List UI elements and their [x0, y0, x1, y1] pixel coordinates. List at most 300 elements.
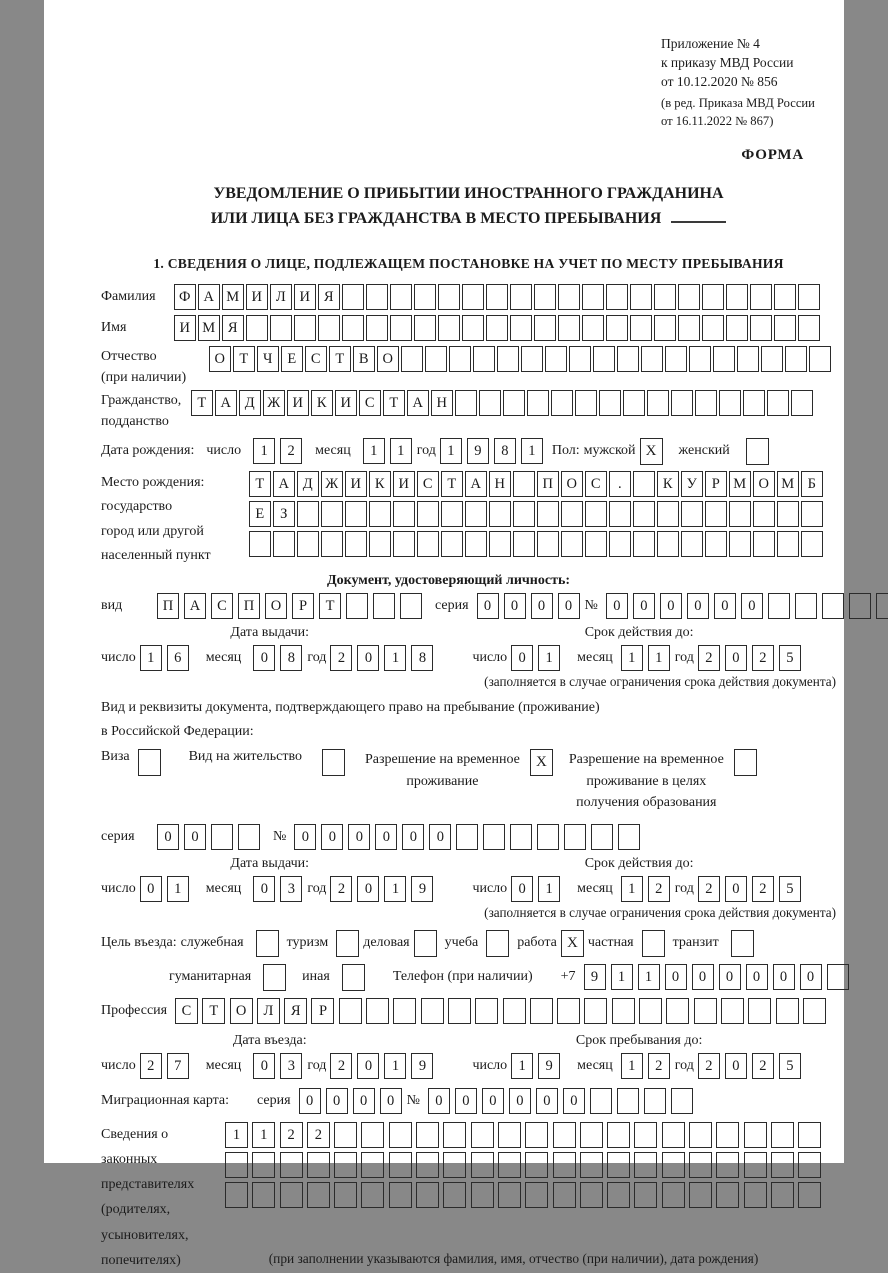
char-box[interactable]: Ч [257, 346, 279, 372]
char-box[interactable] [280, 1182, 303, 1208]
char-box[interactable] [369, 531, 391, 557]
char-box[interactable] [744, 1182, 767, 1208]
char-box[interactable]: П [537, 471, 559, 497]
char-box[interactable]: 0 [558, 593, 580, 619]
char-box[interactable] [361, 1152, 384, 1178]
char-box[interactable]: К [369, 471, 391, 497]
char-box[interactable] [475, 998, 498, 1024]
char-box[interactable]: 0 [531, 593, 553, 619]
char-box[interactable]: Т [383, 390, 405, 416]
char-box[interactable] [777, 531, 799, 557]
char-box[interactable] [590, 1088, 612, 1114]
char-box[interactable] [726, 315, 748, 341]
char-box[interactable]: 0 [477, 593, 499, 619]
char-box[interactable]: 1 [538, 876, 560, 902]
char-box[interactable] [558, 284, 580, 310]
char-box[interactable]: 9 [411, 1053, 433, 1079]
char-box[interactable] [557, 998, 580, 1024]
char-box[interactable] [607, 1152, 630, 1178]
char-box[interactable]: Н [489, 471, 511, 497]
char-box[interactable]: Т [202, 998, 225, 1024]
char-box[interactable] [297, 531, 319, 557]
char-box[interactable] [662, 1122, 685, 1148]
char-box[interactable]: 1 [621, 876, 643, 902]
char-box[interactable] [569, 346, 591, 372]
char-box[interactable] [489, 501, 511, 527]
char-box[interactable] [809, 346, 831, 372]
char-box[interactable]: 1 [621, 645, 643, 671]
char-box[interactable]: 0 [746, 964, 768, 990]
char-box[interactable] [417, 531, 439, 557]
char-box[interactable] [607, 1122, 630, 1148]
char-box[interactable]: 1 [167, 876, 189, 902]
char-box[interactable]: Т [191, 390, 213, 416]
char-box[interactable] [822, 593, 844, 619]
char-box[interactable]: 3 [280, 876, 302, 902]
purpose-study-checkbox[interactable] [486, 930, 509, 957]
char-box[interactable]: Я [318, 284, 340, 310]
char-box[interactable] [462, 284, 484, 310]
char-box[interactable] [551, 390, 573, 416]
char-box[interactable]: О [230, 998, 253, 1024]
char-box[interactable] [750, 284, 772, 310]
char-box[interactable]: Д [297, 471, 319, 497]
char-box[interactable]: Я [284, 998, 307, 1024]
char-box[interactable]: Т [329, 346, 351, 372]
char-box[interactable] [273, 531, 295, 557]
char-box[interactable] [721, 998, 744, 1024]
char-box[interactable] [473, 346, 495, 372]
char-box[interactable]: Я [222, 315, 244, 341]
char-box[interactable]: С [417, 471, 439, 497]
char-box[interactable] [617, 346, 639, 372]
char-box[interactable]: 1 [611, 964, 633, 990]
char-box[interactable] [671, 390, 693, 416]
char-box[interactable] [534, 284, 556, 310]
char-box[interactable] [307, 1152, 330, 1178]
char-box[interactable] [537, 824, 559, 850]
char-box[interactable] [776, 998, 799, 1024]
char-box[interactable] [346, 593, 368, 619]
char-box[interactable]: 0 [660, 593, 682, 619]
char-box[interactable] [666, 998, 689, 1024]
char-box[interactable] [582, 315, 604, 341]
char-box[interactable] [639, 998, 662, 1024]
char-box[interactable]: 0 [725, 645, 747, 671]
char-box[interactable] [525, 1122, 548, 1148]
char-box[interactable] [689, 346, 711, 372]
char-box[interactable] [513, 471, 535, 497]
char-box[interactable]: 9 [538, 1053, 560, 1079]
char-box[interactable] [753, 531, 775, 557]
char-box[interactable]: П [157, 593, 179, 619]
char-box[interactable]: 1 [140, 645, 162, 671]
char-box[interactable] [366, 284, 388, 310]
char-box[interactable]: А [465, 471, 487, 497]
char-box[interactable] [702, 315, 724, 341]
char-box[interactable] [795, 593, 817, 619]
char-box[interactable] [334, 1152, 357, 1178]
char-box[interactable] [689, 1182, 712, 1208]
char-box[interactable] [389, 1122, 412, 1148]
char-box[interactable] [575, 390, 597, 416]
char-box[interactable]: 0 [157, 824, 179, 850]
char-box[interactable]: 6 [167, 645, 189, 671]
char-box[interactable] [462, 315, 484, 341]
char-box[interactable] [612, 998, 635, 1024]
char-box[interactable]: 0 [428, 1088, 450, 1114]
char-box[interactable] [479, 390, 501, 416]
char-box[interactable] [280, 1152, 303, 1178]
char-box[interactable]: Т [249, 471, 271, 497]
char-box[interactable] [633, 531, 655, 557]
char-box[interactable] [448, 998, 471, 1024]
char-box[interactable] [321, 531, 343, 557]
char-box[interactable]: 0 [455, 1088, 477, 1114]
char-box[interactable]: В [353, 346, 375, 372]
char-box[interactable] [503, 998, 526, 1024]
temp-permit-checkbox[interactable]: X [530, 749, 553, 776]
char-box[interactable]: 0 [348, 824, 370, 850]
char-box[interactable] [771, 1152, 794, 1178]
char-box[interactable]: А [198, 284, 220, 310]
char-box[interactable] [798, 284, 820, 310]
char-box[interactable] [737, 346, 759, 372]
char-box[interactable]: 1 [363, 438, 385, 464]
char-box[interactable] [774, 315, 796, 341]
char-box[interactable] [465, 501, 487, 527]
char-box[interactable]: 8 [494, 438, 516, 464]
purpose-private-checkbox[interactable] [642, 930, 665, 957]
char-box[interactable] [591, 824, 613, 850]
char-box[interactable]: 0 [725, 876, 747, 902]
char-box[interactable] [449, 346, 471, 372]
char-box[interactable]: О [561, 471, 583, 497]
char-box[interactable]: 0 [504, 593, 526, 619]
char-box[interactable] [584, 998, 607, 1024]
char-box[interactable] [497, 346, 519, 372]
char-box[interactable]: И [174, 315, 196, 341]
char-box[interactable]: Д [239, 390, 261, 416]
char-box[interactable] [553, 1122, 576, 1148]
char-box[interactable] [771, 1182, 794, 1208]
char-box[interactable] [465, 531, 487, 557]
char-box[interactable]: 9 [584, 964, 606, 990]
char-box[interactable]: О [753, 471, 775, 497]
char-box[interactable] [252, 1182, 275, 1208]
char-box[interactable] [662, 1182, 685, 1208]
char-box[interactable]: 2 [648, 876, 670, 902]
char-box[interactable] [689, 1122, 712, 1148]
char-box[interactable] [750, 315, 772, 341]
char-box[interactable] [827, 964, 849, 990]
char-box[interactable] [416, 1122, 439, 1148]
char-box[interactable]: 1 [648, 645, 670, 671]
char-box[interactable] [606, 284, 628, 310]
char-box[interactable]: 0 [299, 1088, 321, 1114]
char-box[interactable] [414, 315, 436, 341]
char-box[interactable] [785, 346, 807, 372]
char-box[interactable] [401, 346, 423, 372]
char-box[interactable] [743, 390, 765, 416]
char-box[interactable] [249, 531, 271, 557]
char-box[interactable] [654, 315, 676, 341]
char-box[interactable]: А [407, 390, 429, 416]
char-box[interactable]: О [377, 346, 399, 372]
char-box[interactable] [510, 824, 532, 850]
char-box[interactable]: С [175, 998, 198, 1024]
char-box[interactable]: 0 [665, 964, 687, 990]
char-box[interactable]: 0 [253, 876, 275, 902]
char-box[interactable] [798, 1152, 821, 1178]
char-box[interactable]: 1 [511, 1053, 533, 1079]
char-box[interactable] [753, 501, 775, 527]
char-box[interactable] [390, 284, 412, 310]
char-box[interactable]: И [246, 284, 268, 310]
char-box[interactable] [798, 1122, 821, 1148]
char-box[interactable] [421, 998, 444, 1024]
char-box[interactable]: 0 [375, 824, 397, 850]
char-box[interactable]: С [585, 471, 607, 497]
char-box[interactable]: 0 [321, 824, 343, 850]
char-box[interactable] [561, 501, 583, 527]
char-box[interactable]: 1 [390, 438, 412, 464]
char-box[interactable] [671, 1088, 693, 1114]
char-box[interactable] [471, 1152, 494, 1178]
char-box[interactable]: 2 [648, 1053, 670, 1079]
purpose-work-checkbox[interactable]: X [561, 930, 584, 957]
char-box[interactable] [414, 284, 436, 310]
char-box[interactable]: Ж [263, 390, 285, 416]
char-box[interactable] [534, 315, 556, 341]
char-box[interactable]: 0 [357, 645, 379, 671]
char-box[interactable] [729, 531, 751, 557]
char-box[interactable]: Е [281, 346, 303, 372]
char-box[interactable]: 2 [330, 1053, 352, 1079]
char-box[interactable] [441, 531, 463, 557]
char-box[interactable] [345, 501, 367, 527]
char-box[interactable]: 0 [563, 1088, 585, 1114]
char-box[interactable] [553, 1182, 576, 1208]
char-box[interactable]: 1 [638, 964, 660, 990]
char-box[interactable]: 0 [511, 645, 533, 671]
char-box[interactable] [373, 593, 395, 619]
char-box[interactable] [798, 315, 820, 341]
char-box[interactable]: 2 [752, 645, 774, 671]
char-box[interactable] [580, 1152, 603, 1178]
char-box[interactable] [798, 1182, 821, 1208]
char-box[interactable] [617, 1088, 639, 1114]
char-box[interactable] [525, 1182, 548, 1208]
visa-checkbox[interactable] [138, 749, 161, 776]
char-box[interactable]: 8 [280, 645, 302, 671]
char-box[interactable] [768, 593, 790, 619]
char-box[interactable]: П [238, 593, 260, 619]
char-box[interactable] [662, 1152, 685, 1178]
char-box[interactable]: 8 [411, 645, 433, 671]
char-box[interactable] [521, 346, 543, 372]
char-box[interactable]: 0 [606, 593, 628, 619]
char-box[interactable] [443, 1182, 466, 1208]
char-box[interactable] [417, 501, 439, 527]
char-box[interactable] [665, 346, 687, 372]
char-box[interactable] [441, 501, 463, 527]
char-box[interactable] [716, 1152, 739, 1178]
char-box[interactable] [238, 824, 260, 850]
char-box[interactable]: Т [319, 593, 341, 619]
char-box[interactable] [318, 315, 340, 341]
char-box[interactable]: 1 [538, 645, 560, 671]
char-box[interactable] [593, 346, 615, 372]
char-box[interactable]: И [294, 284, 316, 310]
char-box[interactable] [361, 1122, 384, 1148]
char-box[interactable]: 0 [714, 593, 736, 619]
char-box[interactable]: 1 [621, 1053, 643, 1079]
residence-permit-checkbox[interactable] [322, 749, 345, 776]
char-box[interactable]: 2 [280, 438, 302, 464]
char-box[interactable] [702, 284, 724, 310]
char-box[interactable]: А [184, 593, 206, 619]
char-box[interactable]: 2 [280, 1122, 303, 1148]
char-box[interactable] [425, 346, 447, 372]
char-box[interactable] [761, 346, 783, 372]
char-box[interactable]: 3 [280, 1053, 302, 1079]
char-box[interactable]: 0 [687, 593, 709, 619]
char-box[interactable]: Ж [321, 471, 343, 497]
char-box[interactable] [606, 315, 628, 341]
char-box[interactable] [803, 998, 826, 1024]
char-box[interactable] [644, 1088, 666, 1114]
char-box[interactable] [801, 501, 823, 527]
char-box[interactable]: 0 [773, 964, 795, 990]
char-box[interactable]: 1 [253, 438, 275, 464]
char-box[interactable]: 0 [184, 824, 206, 850]
char-box[interactable] [486, 284, 508, 310]
char-box[interactable]: Ф [174, 284, 196, 310]
char-box[interactable] [416, 1152, 439, 1178]
char-box[interactable] [342, 315, 364, 341]
char-box[interactable]: 5 [779, 1053, 801, 1079]
char-box[interactable] [681, 531, 703, 557]
char-box[interactable] [366, 315, 388, 341]
char-box[interactable]: 0 [509, 1088, 531, 1114]
char-box[interactable]: М [222, 284, 244, 310]
char-box[interactable]: 0 [326, 1088, 348, 1114]
char-box[interactable]: 2 [330, 876, 352, 902]
char-box[interactable]: 0 [140, 876, 162, 902]
char-box[interactable]: Р [292, 593, 314, 619]
char-box[interactable] [525, 1152, 548, 1178]
char-box[interactable] [729, 501, 751, 527]
char-box[interactable] [270, 315, 292, 341]
char-box[interactable] [585, 501, 607, 527]
char-box[interactable]: Б [801, 471, 823, 497]
char-box[interactable] [657, 531, 679, 557]
char-box[interactable] [471, 1122, 494, 1148]
char-box[interactable]: 2 [698, 876, 720, 902]
char-box[interactable] [681, 501, 703, 527]
char-box[interactable]: О [265, 593, 287, 619]
char-box[interactable] [361, 1182, 384, 1208]
char-box[interactable]: С [211, 593, 233, 619]
char-box[interactable] [767, 390, 789, 416]
char-box[interactable]: И [335, 390, 357, 416]
gender-male-checkbox[interactable]: X [640, 438, 663, 465]
char-box[interactable] [211, 824, 233, 850]
char-box[interactable] [443, 1122, 466, 1148]
char-box[interactable]: Л [270, 284, 292, 310]
char-box[interactable]: Т [441, 471, 463, 497]
char-box[interactable] [389, 1182, 412, 1208]
char-box[interactable]: 5 [779, 876, 801, 902]
char-box[interactable] [307, 1182, 330, 1208]
char-box[interactable]: 1 [521, 438, 543, 464]
char-box[interactable] [530, 998, 553, 1024]
char-box[interactable]: 0 [353, 1088, 375, 1114]
char-box[interactable] [498, 1152, 521, 1178]
char-box[interactable] [678, 284, 700, 310]
char-box[interactable] [726, 284, 748, 310]
char-box[interactable] [366, 998, 389, 1024]
char-box[interactable] [345, 531, 367, 557]
char-box[interactable] [713, 346, 735, 372]
char-box[interactable]: М [777, 471, 799, 497]
char-box[interactable] [618, 824, 640, 850]
char-box[interactable] [744, 1152, 767, 1178]
purpose-other-checkbox[interactable] [342, 964, 365, 991]
char-box[interactable] [657, 501, 679, 527]
char-box[interactable] [455, 390, 477, 416]
char-box[interactable]: С [359, 390, 381, 416]
char-box[interactable]: К [657, 471, 679, 497]
char-box[interactable] [654, 284, 676, 310]
char-box[interactable] [705, 531, 727, 557]
char-box[interactable] [537, 501, 559, 527]
char-box[interactable] [607, 1182, 630, 1208]
char-box[interactable] [771, 1122, 794, 1148]
char-box[interactable] [389, 1152, 412, 1178]
char-box[interactable] [580, 1122, 603, 1148]
char-box[interactable] [456, 824, 478, 850]
char-box[interactable] [483, 824, 505, 850]
char-box[interactable] [558, 315, 580, 341]
char-box[interactable] [489, 531, 511, 557]
char-box[interactable]: 1 [225, 1122, 248, 1148]
char-box[interactable] [393, 501, 415, 527]
char-box[interactable] [582, 284, 604, 310]
char-box[interactable] [801, 531, 823, 557]
char-box[interactable] [503, 390, 525, 416]
purpose-business-checkbox[interactable] [414, 930, 437, 957]
char-box[interactable]: 0 [482, 1088, 504, 1114]
char-box[interactable] [527, 390, 549, 416]
char-box[interactable]: 5 [779, 645, 801, 671]
char-box[interactable] [225, 1182, 248, 1208]
char-box[interactable] [390, 315, 412, 341]
char-box[interactable]: К [311, 390, 333, 416]
char-box[interactable]: 0 [253, 1053, 275, 1079]
char-box[interactable] [513, 501, 535, 527]
char-box[interactable]: Р [705, 471, 727, 497]
char-box[interactable]: М [729, 471, 751, 497]
char-box[interactable]: 0 [294, 824, 316, 850]
char-box[interactable] [630, 315, 652, 341]
char-box[interactable]: Е [249, 501, 271, 527]
char-box[interactable] [744, 1122, 767, 1148]
char-box[interactable]: 1 [384, 645, 406, 671]
char-box[interactable]: 0 [357, 876, 379, 902]
char-box[interactable]: 0 [692, 964, 714, 990]
